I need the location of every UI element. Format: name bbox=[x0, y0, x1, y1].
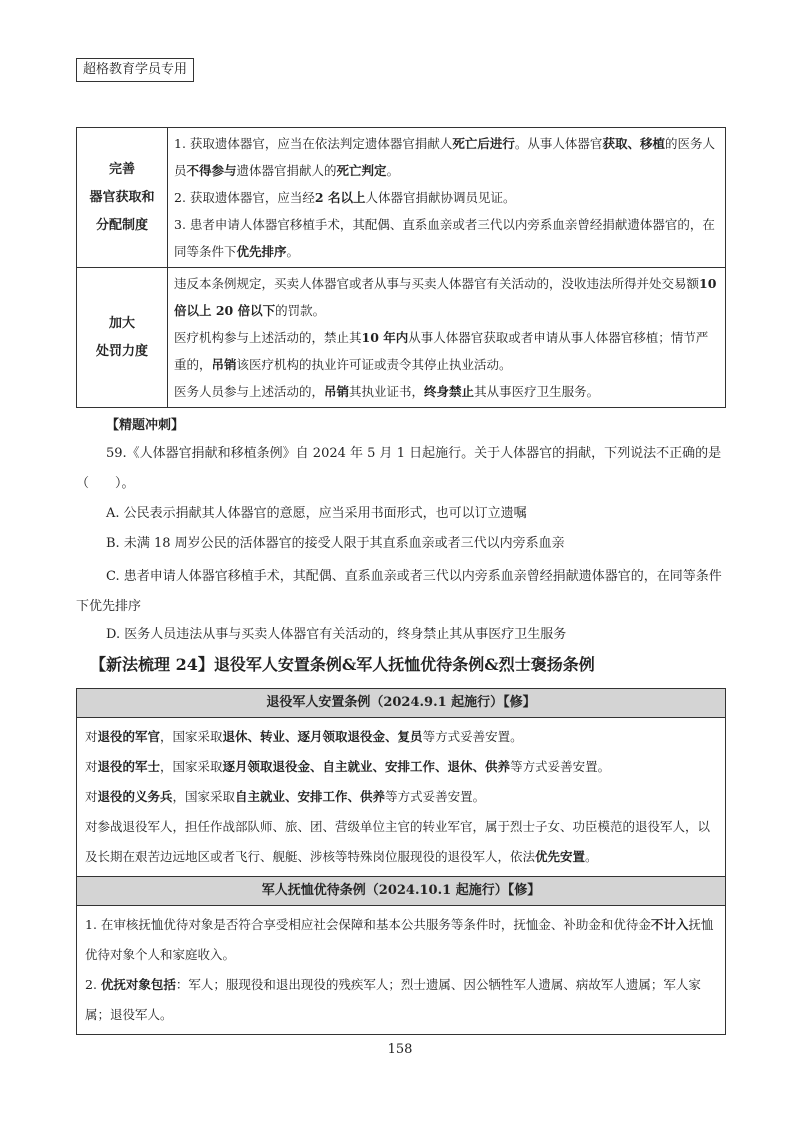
text-run: ，国家采取 bbox=[172, 789, 236, 804]
content-paragraph bbox=[85, 970, 717, 1030]
emphasis-text: 退休、转业、逐月领取退役金、复员 bbox=[222, 729, 423, 744]
question-stem: 59.《人体器官捐献和移植条例》自 2024 年 5 月 1 日起施行。关于人体器官的捐献，下列说法不正确的是（ ）。 bbox=[76, 446, 722, 491]
section-heading: 【新法梳理 24】退役军人安置条例&军人抚恤优待条例&烈士褒扬条例 bbox=[90, 655, 595, 674]
option-a: A. 公民表示捐献其人体器官的意愿，应当采用书面形式，也可以订立遗嘱 bbox=[106, 506, 527, 521]
text-run: 从事人体器官获取或者申请从事人体器官移植；情节严重的， bbox=[174, 330, 709, 372]
text-run: ：军人；服现役和退出现役的残疾军人；烈士遗属、因公牺牲军人遗属、病故军人遗属；军人家属；退役军人。 bbox=[85, 977, 701, 1022]
text-run: 。 bbox=[286, 244, 300, 259]
text-run: 抚恤优待对象个人和家庭收入。 bbox=[85, 917, 714, 962]
row-content bbox=[168, 268, 726, 408]
content-paragraph bbox=[85, 722, 717, 752]
text-run: 对 bbox=[85, 759, 98, 774]
header-label: 超格教育学员专用 bbox=[76, 58, 194, 82]
emphasis-text: 2 名以上 bbox=[314, 190, 366, 205]
text-run: 违反本条例规定，买卖人体器官或者从事与买卖人体器官有关活动的，没收违法所得并处交易额 bbox=[174, 276, 700, 291]
emphasis-text: 优先安置 bbox=[535, 849, 586, 864]
text-run: 人体器官捐献协调员见证。 bbox=[365, 190, 516, 205]
veterans-law-table bbox=[76, 688, 726, 1035]
table-row bbox=[77, 877, 726, 906]
content-paragraph bbox=[174, 324, 719, 378]
text-run: 对 bbox=[85, 789, 98, 804]
option-b: B. 未满 18 周岁公民的活体器官的接受人限于其直系血亲或者三代以内旁系血亲 bbox=[106, 536, 565, 551]
emphasis-text: 获取、移植 bbox=[602, 136, 665, 151]
table-row bbox=[77, 906, 726, 1035]
text-run: 其执业证书， bbox=[349, 384, 425, 399]
content-paragraph bbox=[174, 130, 719, 184]
text-run: 。 bbox=[386, 163, 400, 178]
block-title: 军人抚恤优待条例（2024.10.1 起施行）【修】 bbox=[77, 877, 726, 906]
emphasis-text: 吊销 bbox=[324, 384, 350, 399]
text-run: 遗体器官捐献人的 bbox=[236, 163, 337, 178]
row-label-line: 处罚力度 bbox=[95, 343, 148, 359]
text-run: 医疗机构参与上述活动的，禁止其 bbox=[174, 330, 362, 345]
emphasis-text: 不得参与 bbox=[186, 163, 237, 178]
block-body bbox=[77, 906, 726, 1035]
emphasis-text: 不计入 bbox=[650, 917, 689, 932]
text-run: 其从事医疗卫生服务。 bbox=[474, 384, 600, 399]
content-paragraph bbox=[85, 752, 717, 782]
emphasis-text: 死亡判定 bbox=[336, 163, 387, 178]
text-run: 的罚款。 bbox=[275, 303, 326, 318]
content-paragraph bbox=[174, 184, 719, 211]
text-run: 对参战退役军人，担任作战部队师、旅、团、营级单位主官的转业军官，属于烈士子女、功臣模范的退役军人，以及长期在艰苦边远地区或者飞行、舰艇、涉核等特殊岗位服现役的退役军人，依法 bbox=[85, 819, 711, 864]
emphasis-text: 退役的义务兵 bbox=[97, 789, 173, 804]
text-run: 该医疗机构的执业许可证或责令其停止执业活动。 bbox=[236, 357, 512, 372]
text-run: 等方式妥善安置。 bbox=[422, 729, 523, 744]
content-paragraph bbox=[174, 211, 719, 265]
emphasis-text: 优抚对象包括 bbox=[100, 977, 176, 992]
row-label-line: 分配制度 bbox=[95, 217, 148, 233]
table-row bbox=[77, 128, 726, 268]
text-run: 。从事人体器官 bbox=[514, 136, 603, 151]
content-paragraph bbox=[85, 782, 717, 812]
content-paragraph bbox=[174, 378, 719, 405]
practice-tag: 【精题冲刺】 bbox=[106, 418, 185, 433]
emphasis-text: 逐月领取退役金、自主就业、安排工作、退休、供养 bbox=[222, 759, 511, 774]
emphasis-text: 吊销 bbox=[211, 357, 237, 372]
table-row bbox=[77, 268, 726, 408]
table-row bbox=[77, 718, 726, 877]
text-run: 3. 患者申请人体器官移植手术，其配偶、直系血亲或者三代以内旁系血亲曾经捐献遗体器官的，在同等条件下 bbox=[174, 217, 715, 259]
content-paragraph bbox=[85, 812, 717, 872]
text-run: 医务人员参与上述活动的， bbox=[174, 384, 325, 399]
option-d: D. 医务人员违法从事与买卖人体器官有关活动的，终身禁止其从事医疗卫生服务 bbox=[106, 627, 567, 642]
table-row bbox=[77, 689, 726, 718]
block-body bbox=[77, 718, 726, 877]
emphasis-text: 优先排序 bbox=[236, 244, 287, 259]
emphasis-text: 死亡后进行 bbox=[452, 136, 515, 151]
row-label-line: 加大 bbox=[108, 315, 135, 331]
text-run: 等方式妥善安置。 bbox=[385, 789, 486, 804]
text-run: 2. 获取遗体器官，应当经 bbox=[174, 190, 315, 205]
emphasis-text: 自主就业、安排工作、供养 bbox=[235, 789, 386, 804]
row-label-line: 完善 bbox=[108, 161, 135, 177]
row-label bbox=[77, 128, 168, 268]
text-run: 。 bbox=[585, 849, 598, 864]
emphasis-text: 退役的军官 bbox=[97, 729, 161, 744]
text-run: ，国家采取 bbox=[160, 759, 223, 774]
emphasis-text: 退役的军士 bbox=[97, 759, 161, 774]
option-c: C. 患者申请人体器官移植手术，其配偶、直系血亲或者三代以内旁系血亲曾经捐献遗体器官的，在同等条件下优先排序 bbox=[76, 569, 722, 614]
emphasis-text: 终身禁止 bbox=[424, 384, 475, 399]
block-title: 退役军人安置条例（2024.9.1 起施行）【修】 bbox=[77, 689, 726, 718]
text-run: 等方式妥善安置。 bbox=[510, 759, 611, 774]
content-paragraph bbox=[85, 910, 717, 970]
text-run: 2. bbox=[85, 977, 101, 992]
text-run: 对 bbox=[85, 729, 98, 744]
row-label bbox=[77, 268, 168, 408]
text-run: 的医务人员 bbox=[174, 136, 715, 178]
row-content bbox=[168, 128, 726, 268]
emphasis-text: 10 年内 bbox=[361, 330, 409, 345]
row-label-line: 器官获取和 bbox=[89, 189, 155, 205]
text-run: 1. 获取遗体器官，应当在依法判定遗体器官捐献人 bbox=[174, 136, 453, 151]
emphasis-text: 10 倍以上 20 倍以下 bbox=[174, 276, 717, 318]
content-paragraph bbox=[174, 270, 719, 324]
organ-law-table bbox=[76, 127, 726, 408]
text-run: 1. 在审核抚恤优待对象是否符合享受相应社会保障和基本公共服务等条件时，抚恤金、补助金和优待金 bbox=[85, 917, 651, 932]
page-number: 158 bbox=[387, 1042, 413, 1057]
text-run: ，国家采取 bbox=[160, 729, 223, 744]
